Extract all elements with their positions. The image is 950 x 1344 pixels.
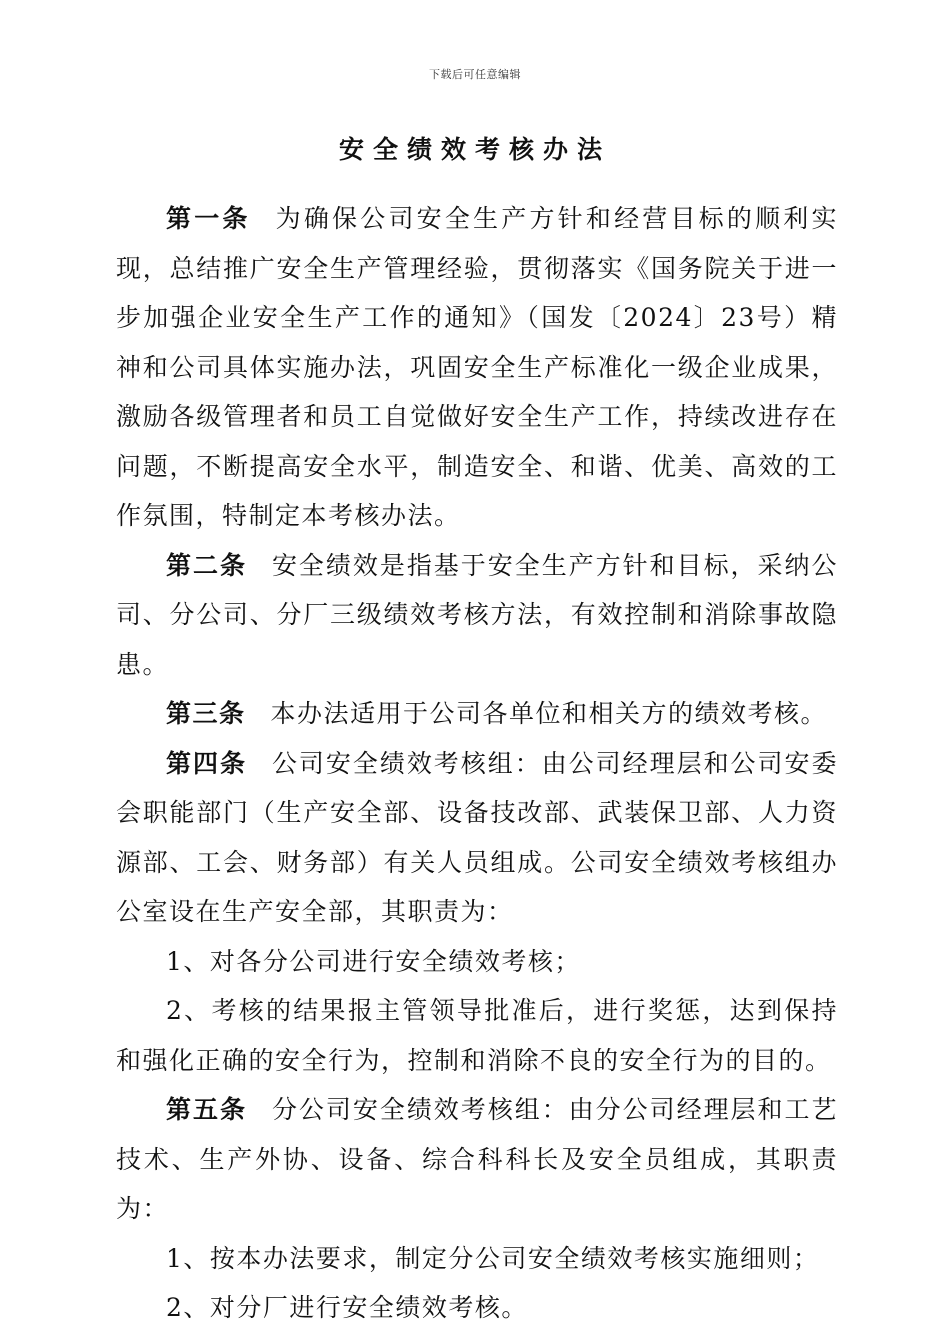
document-title: 安全绩效考核办法 — [338, 135, 611, 164]
document-body — [116, 194, 838, 1333]
header-note: 下载后可任意编辑 — [429, 68, 521, 81]
paragraph-article-1 — [116, 194, 838, 541]
paragraph-text: 2、考核的结果报主管领导批准后，进行奖惩，达到保持和强化正确的安全行为，控制和消除不良的安全行为的目的。 — [116, 996, 838, 1075]
paragraph-text: 本办法适用于公司各单位和相关方的绩效考核。 — [270, 699, 828, 728]
paragraph-text: 安全绩效是指基于安全生产方针和目标，采纳公司、分公司、分厂三级绩效考核方法，有效控制和消除事故隐患。 — [116, 550, 838, 679]
article-label: 第一条 — [166, 204, 251, 233]
article-label: 第三条 — [166, 699, 246, 728]
article-label: 第二条 — [166, 550, 247, 580]
paragraph-text: 1、按本办法要求，制定分公司安全绩效考核实施细则； — [166, 1243, 820, 1273]
list-item — [116, 1234, 838, 1284]
list-item — [116, 937, 838, 987]
list-item — [116, 986, 838, 1085]
article-label: 第五条 — [166, 1095, 247, 1124]
article-label: 第四条 — [166, 748, 247, 778]
paragraph-article-2 — [116, 541, 838, 690]
paragraph-article-3 — [116, 689, 838, 739]
paragraph-article-4 — [116, 739, 838, 937]
paragraph-text: 为确保公司安全生产方针和经营目标的顺利实现，总结推广安全生产管理经验，贯彻落实《国务院关于进一步加强企业安全生产工作的通知》（国发〔2024〕23号）精神和公司具体实施办法，巩固安全生产标准化一级企业成果，激励各级管理者和员工自觉做好安全生产工作，持续改进存在问题，不断提高安全水平，制造安全、和谐、优美、高效的工作氛围，特制定本考核办法。 — [116, 204, 838, 530]
list-item — [116, 1283, 838, 1333]
paragraph-text: 1、对各分公司进行安全绩效考核； — [166, 946, 581, 976]
paragraph-article-5 — [116, 1085, 838, 1234]
paragraph-text: 2、对分厂进行安全绩效考核。 — [166, 1293, 528, 1322]
paragraph-text: 公司安全绩效考核组：由公司经理层和公司安委会职能部门（生产安全部、设备技改部、武装保卫部、人力资源部、工会、财务部）有关人员组成。公司安全绩效考核组办公室设在生产安全部，其职责为： — [116, 748, 838, 926]
paragraph-text: 分公司安全绩效考核组：由分公司经理层和工艺技术、生产外协、设备、综合科科长及安全员组成，其职责为： — [116, 1095, 838, 1223]
